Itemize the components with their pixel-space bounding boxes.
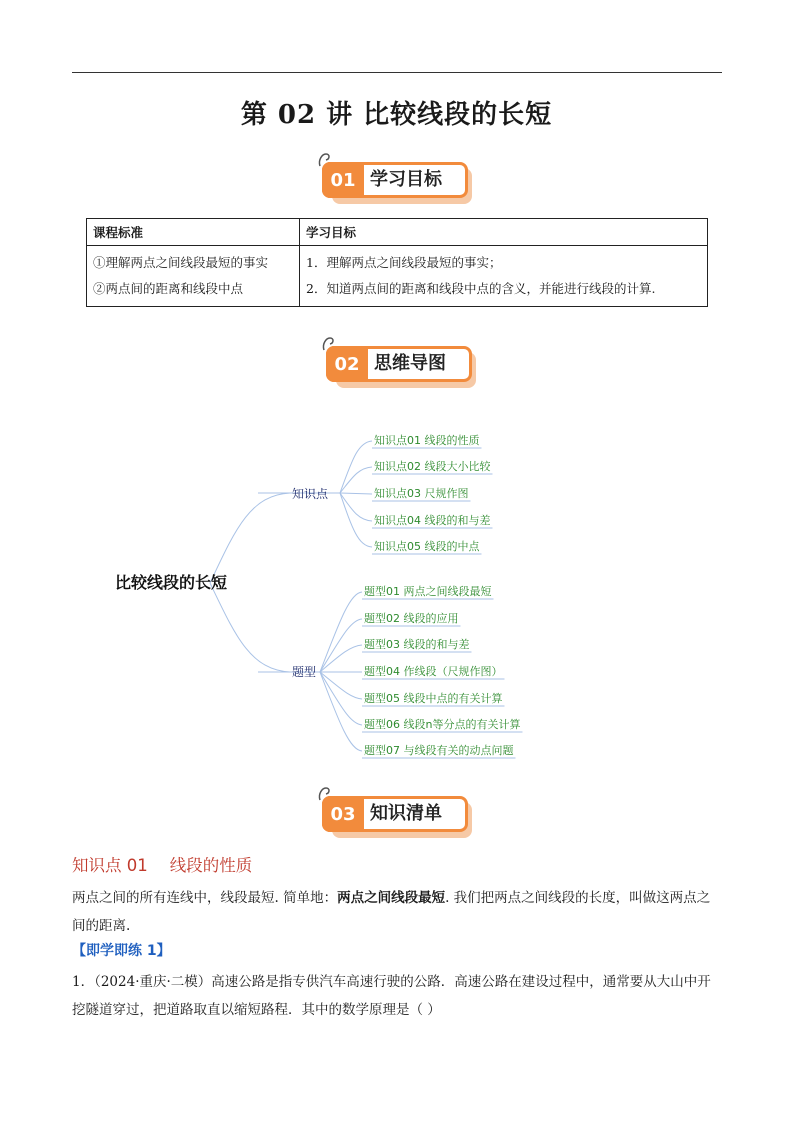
paragraph-text: . 我们把两点之间线段的长度，叫做这两点之间的距离. [72, 890, 711, 934]
section-number: 03 [322, 796, 364, 832]
section-label: 学习目标 [370, 169, 442, 190]
knowledge-point-number: 知识点 01 [72, 856, 148, 875]
mindmap-leaf: 知识点04 线段的和与差 [374, 514, 491, 527]
mindmap-leaf: 题型06 线段n等分点的有关计算 [364, 718, 521, 731]
objective-item: 2．知道两点间的距离和线段中点的含义，并能进行线段的计算. [306, 281, 656, 296]
table-header: 课程标准 [87, 219, 300, 246]
standard-item: ②两点间的距离和线段中点 [93, 281, 244, 296]
mindmap-branch: 题型 [292, 665, 317, 679]
section-number: 02 [326, 346, 368, 382]
goals-table [86, 218, 708, 307]
section-label: 思维导图 [374, 353, 446, 374]
mindmap-leaf: 题型02 线段的应用 [364, 612, 459, 625]
section-label: 知识清单 [370, 803, 442, 824]
mind-map [0, 420, 793, 770]
mindmap-leaf: 题型01 两点之间线段最短 [364, 585, 492, 598]
paragraph-text: 两点之间的所有连线中，线段最短. 简单地： [72, 890, 338, 906]
question-text: 1．（2024·重庆·二模）高速公路是指专供汽车高速行驶的公路．高速公路在建设过程中，通常要从大山中开挖隧道穿过，把道路取直以缩短路程．其中的数学原理是（ ） [72, 974, 711, 1018]
practice-label: 【即学即练 1】 [72, 943, 171, 959]
paperclip-icon [320, 334, 340, 354]
knowledge-point-name: 线段的性质 [169, 856, 253, 875]
mindmap-leaf: 知识点03 尺规作图 [374, 487, 469, 500]
section-badge-01 [322, 152, 472, 202]
mindmap-leaf: 知识点05 线段的中点 [374, 540, 480, 553]
mindmap-leaf: 题型05 线段中点的有关计算 [364, 692, 503, 705]
mindmap-leaf: 题型07 与线段有关的动点问题 [364, 744, 514, 757]
objective-item: 1．理解两点之间线段最短的事实； [306, 255, 502, 270]
header-rule [72, 72, 722, 73]
table-cell [300, 246, 708, 307]
section-badge-03 [322, 786, 472, 836]
table-cell [87, 246, 300, 307]
paperclip-icon [316, 784, 336, 804]
mindmap-branch: 知识点 [292, 487, 329, 501]
page-title: 第 02 讲 比较线段的长短 [240, 100, 553, 130]
table-header: 学习目标 [300, 219, 708, 246]
definition-paragraph [72, 884, 722, 940]
knowledge-point-heading [72, 852, 274, 876]
mindmap-root: 比较线段的长短 [115, 573, 228, 592]
mindmap-leaf: 知识点02 线段大小比较 [374, 460, 491, 473]
paperclip-icon [316, 150, 336, 170]
section-badge-02 [326, 336, 476, 386]
standard-item: ①理解两点之间线段最短的事实 [93, 255, 269, 270]
mindmap-leaf: 题型04 作线段（尺规作图） [364, 665, 503, 678]
paragraph-emphasis: 两点之间线段最短 [337, 890, 446, 906]
mindmap-leaf: 题型03 线段的和与差 [364, 638, 470, 651]
section-number: 01 [322, 162, 364, 198]
mindmap-leaf: 知识点01 线段的性质 [374, 434, 480, 447]
